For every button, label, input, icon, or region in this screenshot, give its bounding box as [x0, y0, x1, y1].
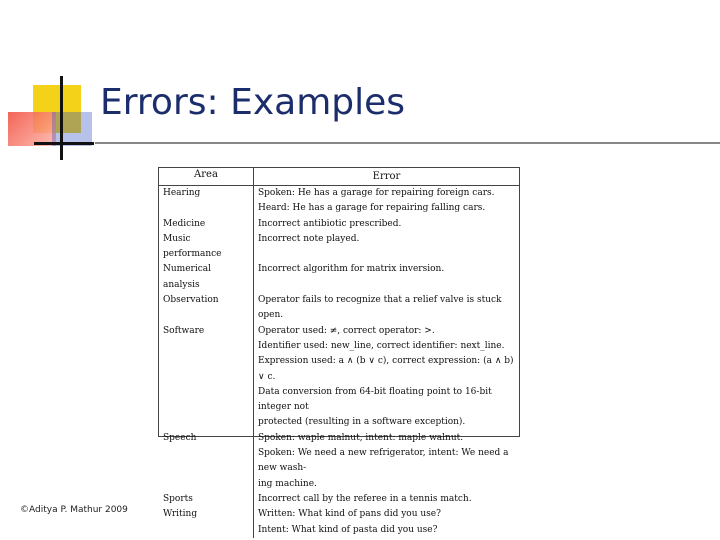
- decor-short-rule: [34, 142, 94, 145]
- error-cell: [254, 293, 520, 324]
- error-line: Heard: He has a garage for repairing falling cars.: [258, 203, 486, 214]
- area-cell: Medicine: [159, 217, 254, 232]
- error-line: Intent: What kind of pasta did you use?: [258, 524, 438, 535]
- area-cell: Observation: [159, 293, 254, 324]
- table-header-row: [159, 168, 519, 186]
- error-line: ing machine.: [258, 478, 317, 489]
- copyright-footer: ©Aditya P. Mathur 2009: [20, 505, 128, 515]
- table-row: [159, 262, 519, 293]
- area-cell: Software: [159, 324, 254, 431]
- table-row: [159, 492, 519, 507]
- error-cell: [254, 262, 520, 293]
- error-cell: [254, 186, 520, 217]
- table-row: [159, 507, 519, 538]
- error-line: Incorrect antibiotic prescribed.: [258, 218, 402, 229]
- error-line: Expression used: a ∧ (b ∨ c), correct expression: (a ∧ b) ∨ c.: [258, 356, 514, 382]
- error-line: Incorrect algorithm for matrix inversion.: [258, 264, 445, 275]
- title-rule: [95, 142, 720, 144]
- error-line: Written: What kind of pans did you use?: [258, 509, 441, 520]
- area-cell: Writing: [159, 507, 254, 538]
- decor-vertical-line: [60, 76, 63, 160]
- error-cell: [254, 324, 520, 431]
- table-row: [159, 431, 519, 492]
- decor-red-square: [8, 112, 56, 146]
- area-cell: Speech: [159, 431, 254, 492]
- error-line: Incorrect call by the referee in a tennis match.: [258, 493, 472, 504]
- error-line: Spoken: waple malnut, intent: maple walnut.: [258, 432, 464, 443]
- error-line: protected (resulting in a software exception).: [258, 417, 466, 428]
- area-cell: Numerical analysis: [159, 262, 254, 293]
- error-line: Identifier used: new_line, correct identifier: next_line.: [258, 340, 505, 351]
- error-line: Spoken: We need a new refrigerator, intent: We need a new wash-: [258, 448, 509, 474]
- error-line: Operator used: ≠, correct operator: >.: [258, 325, 435, 336]
- table-row: [159, 324, 519, 431]
- error-cell: [254, 232, 520, 263]
- decor-blue-square: [52, 112, 92, 146]
- error-cell: [254, 217, 520, 232]
- table-row: [159, 217, 519, 232]
- area-cell: Hearing: [159, 186, 254, 217]
- table-row: [159, 293, 519, 324]
- table-row: [159, 232, 519, 263]
- error-cell: [254, 431, 520, 492]
- area-cell: Music performance: [159, 232, 254, 263]
- area-cell: Sports: [159, 492, 254, 507]
- error-line: Incorrect note played.: [258, 233, 360, 244]
- slide-title: Errors: Examples: [100, 82, 406, 123]
- error-line: Spoken: He has a garage for repairing foreign cars.: [258, 188, 495, 198]
- header-error: Error: [254, 168, 520, 186]
- error-cell: [254, 492, 520, 507]
- table-body: [159, 186, 519, 538]
- error-line: Operator fails to recognize that a relief valve is stuck open.: [258, 295, 502, 321]
- table-row: [159, 186, 519, 217]
- error-line: Data conversion from 64-bit floating point to 16-bit integer not: [258, 386, 492, 413]
- errors-table: [158, 167, 520, 535]
- error-cell: [254, 507, 520, 538]
- header-area: Area: [159, 168, 254, 186]
